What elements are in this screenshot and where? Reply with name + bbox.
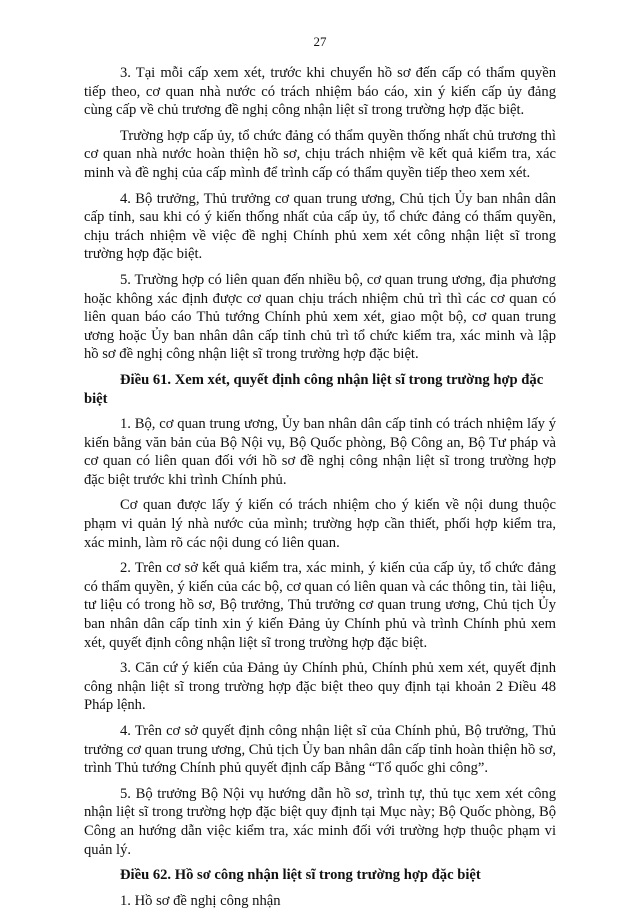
- paragraph-62-1: 1. Hồ sơ đề nghị công nhận: [120, 892, 281, 909]
- paragraph-60-5: 5. Trường hợp có liên quan đến nhiều bộ, cơ quan trung ương, địa phương hoặc không xác định được cơ quan chịu trách nhiệm chủ trì thì các cơ quan có liên quan báo cáo Thủ tướng Chính phủ xem xét, giao một bộ, cơ quan trung ương hoặc Ủy ban nhân dân cấp tỉnh chủ trì tổ chức kiểm tra, xác minh và lập hồ sơ đề nghị công nhận liệt sĩ trong trường hợp đặc biệt.: [84, 271, 556, 363]
- paragraph-61-2: 2. Trên cơ sở kết quả kiểm tra, xác minh, ý kiến của cấp ủy, tổ chức đảng có thẩm quyền, ý kiến của các bộ, cơ quan có liên quan và các thông tin, tài liệu, tư liệu có trong hồ sơ, Bộ trưởng, Thủ trưởng cơ quan trung ương, Chủ tịch Ủy ban nhân dân cấp tỉnh xin ý kiến Đảng ủy Chính phủ và trình Chính phủ xem xét, quyết định công nhận liệt sĩ trong trường hợp đặc biệt.: [84, 560, 556, 651]
- article-61-heading: Điều 61. Xem xét, quyết định công nhận liệt sĩ trong trường hợp đặc biệt: [84, 371, 544, 407]
- paragraph-61-5: 5. Bộ trưởng Bộ Nội vụ hướng dẫn hồ sơ, trình tự, thủ tục xem xét công nhận liệt sĩ trong trường hợp đặc biệt quy định tại Mục này; Bộ Quốc phòng, Bộ Công an hướng dẫn việc kiểm tra, xác minh đối với trường hợp thuộc phạm vi quản lý.: [84, 785, 556, 858]
- paragraph-61-3: 3. Căn cứ ý kiến của Đảng ủy Chính phủ, Chính phủ xem xét, quyết định công nhận liệt sĩ trong trường hợp đặc biệt theo quy định tại khoản 2 Điều 48 Pháp lệnh.: [84, 660, 556, 714]
- page-number: 27: [313, 34, 327, 49]
- paragraph-60-3-continued: Trường hợp cấp ủy, tổ chức đảng có thẩm quyền thống nhất chủ trương thì cơ quan nhà nước hoàn thiện hồ sơ, chịu trách nhiệm về kết quả kiểm tra, xác minh và đề nghị của cấp mình để trình cấp có thẩm quyền tiếp theo xem xét.: [84, 127, 556, 181]
- article-62-heading: Điều 62. Hồ sơ công nhận liệt sĩ trong trường hợp đặc biệt: [120, 867, 481, 884]
- paragraph-61-1-continued: Cơ quan được lấy ý kiến có trách nhiệm cho ý kiến về nội dung thuộc phạm vi quản lý nhà nước của mình; trường hợp cần thiết, phối hợp kiểm tra, xác minh, làm rõ các nội dung có liên quan.: [84, 497, 556, 551]
- paragraph-60-3: 3. Tại mỗi cấp xem xét, trước khi chuyển hồ sơ đến cấp có thẩm quyền tiếp theo, cơ quan nhà nước có trách nhiệm báo cáo, xin ý kiến cấp ủy đảng cùng cấp về chủ trương đề nghị công nhận liệt sĩ trong trường hợp đặc biệt.: [84, 65, 556, 119]
- paragraph-61-1: 1. Bộ, cơ quan trung ương, Ủy ban nhân dân cấp tỉnh có trách nhiệm lấy ý kiến bằng văn bản của Bộ Nội vụ, Bộ Quốc phòng, Bộ Công an, Bộ Tư pháp và cơ quan có liên quan đối với hồ sơ đề nghị công nhận liệt sĩ trong trường hợp đặc biệt trước khi trình Chính phủ.: [84, 416, 556, 488]
- paragraph-60-4: 4. Bộ trưởng, Thủ trưởng cơ quan trung ương, Chủ tịch Ủy ban nhân dân cấp tỉnh, sau khi có ý kiến thống nhất của cấp ủy, tổ chức đảng có thẩm quyền, chịu trách nhiệm về việc đề nghị Chính phủ xem xét công nhận liệt sĩ trong trường hợp đặc biệt.: [84, 190, 556, 263]
- paragraph-61-4: 4. Trên cơ sở quyết định công nhận liệt sĩ của Chính phủ, Bộ trưởng, Thủ trưởng cơ quan trung ương, Chủ tịch Ủy ban nhân dân cấp tỉnh hoàn thiện hồ sơ, trình Thủ tướng Chính phủ quyết định cấp Bằng “Tổ quốc ghi công”.: [84, 723, 556, 777]
